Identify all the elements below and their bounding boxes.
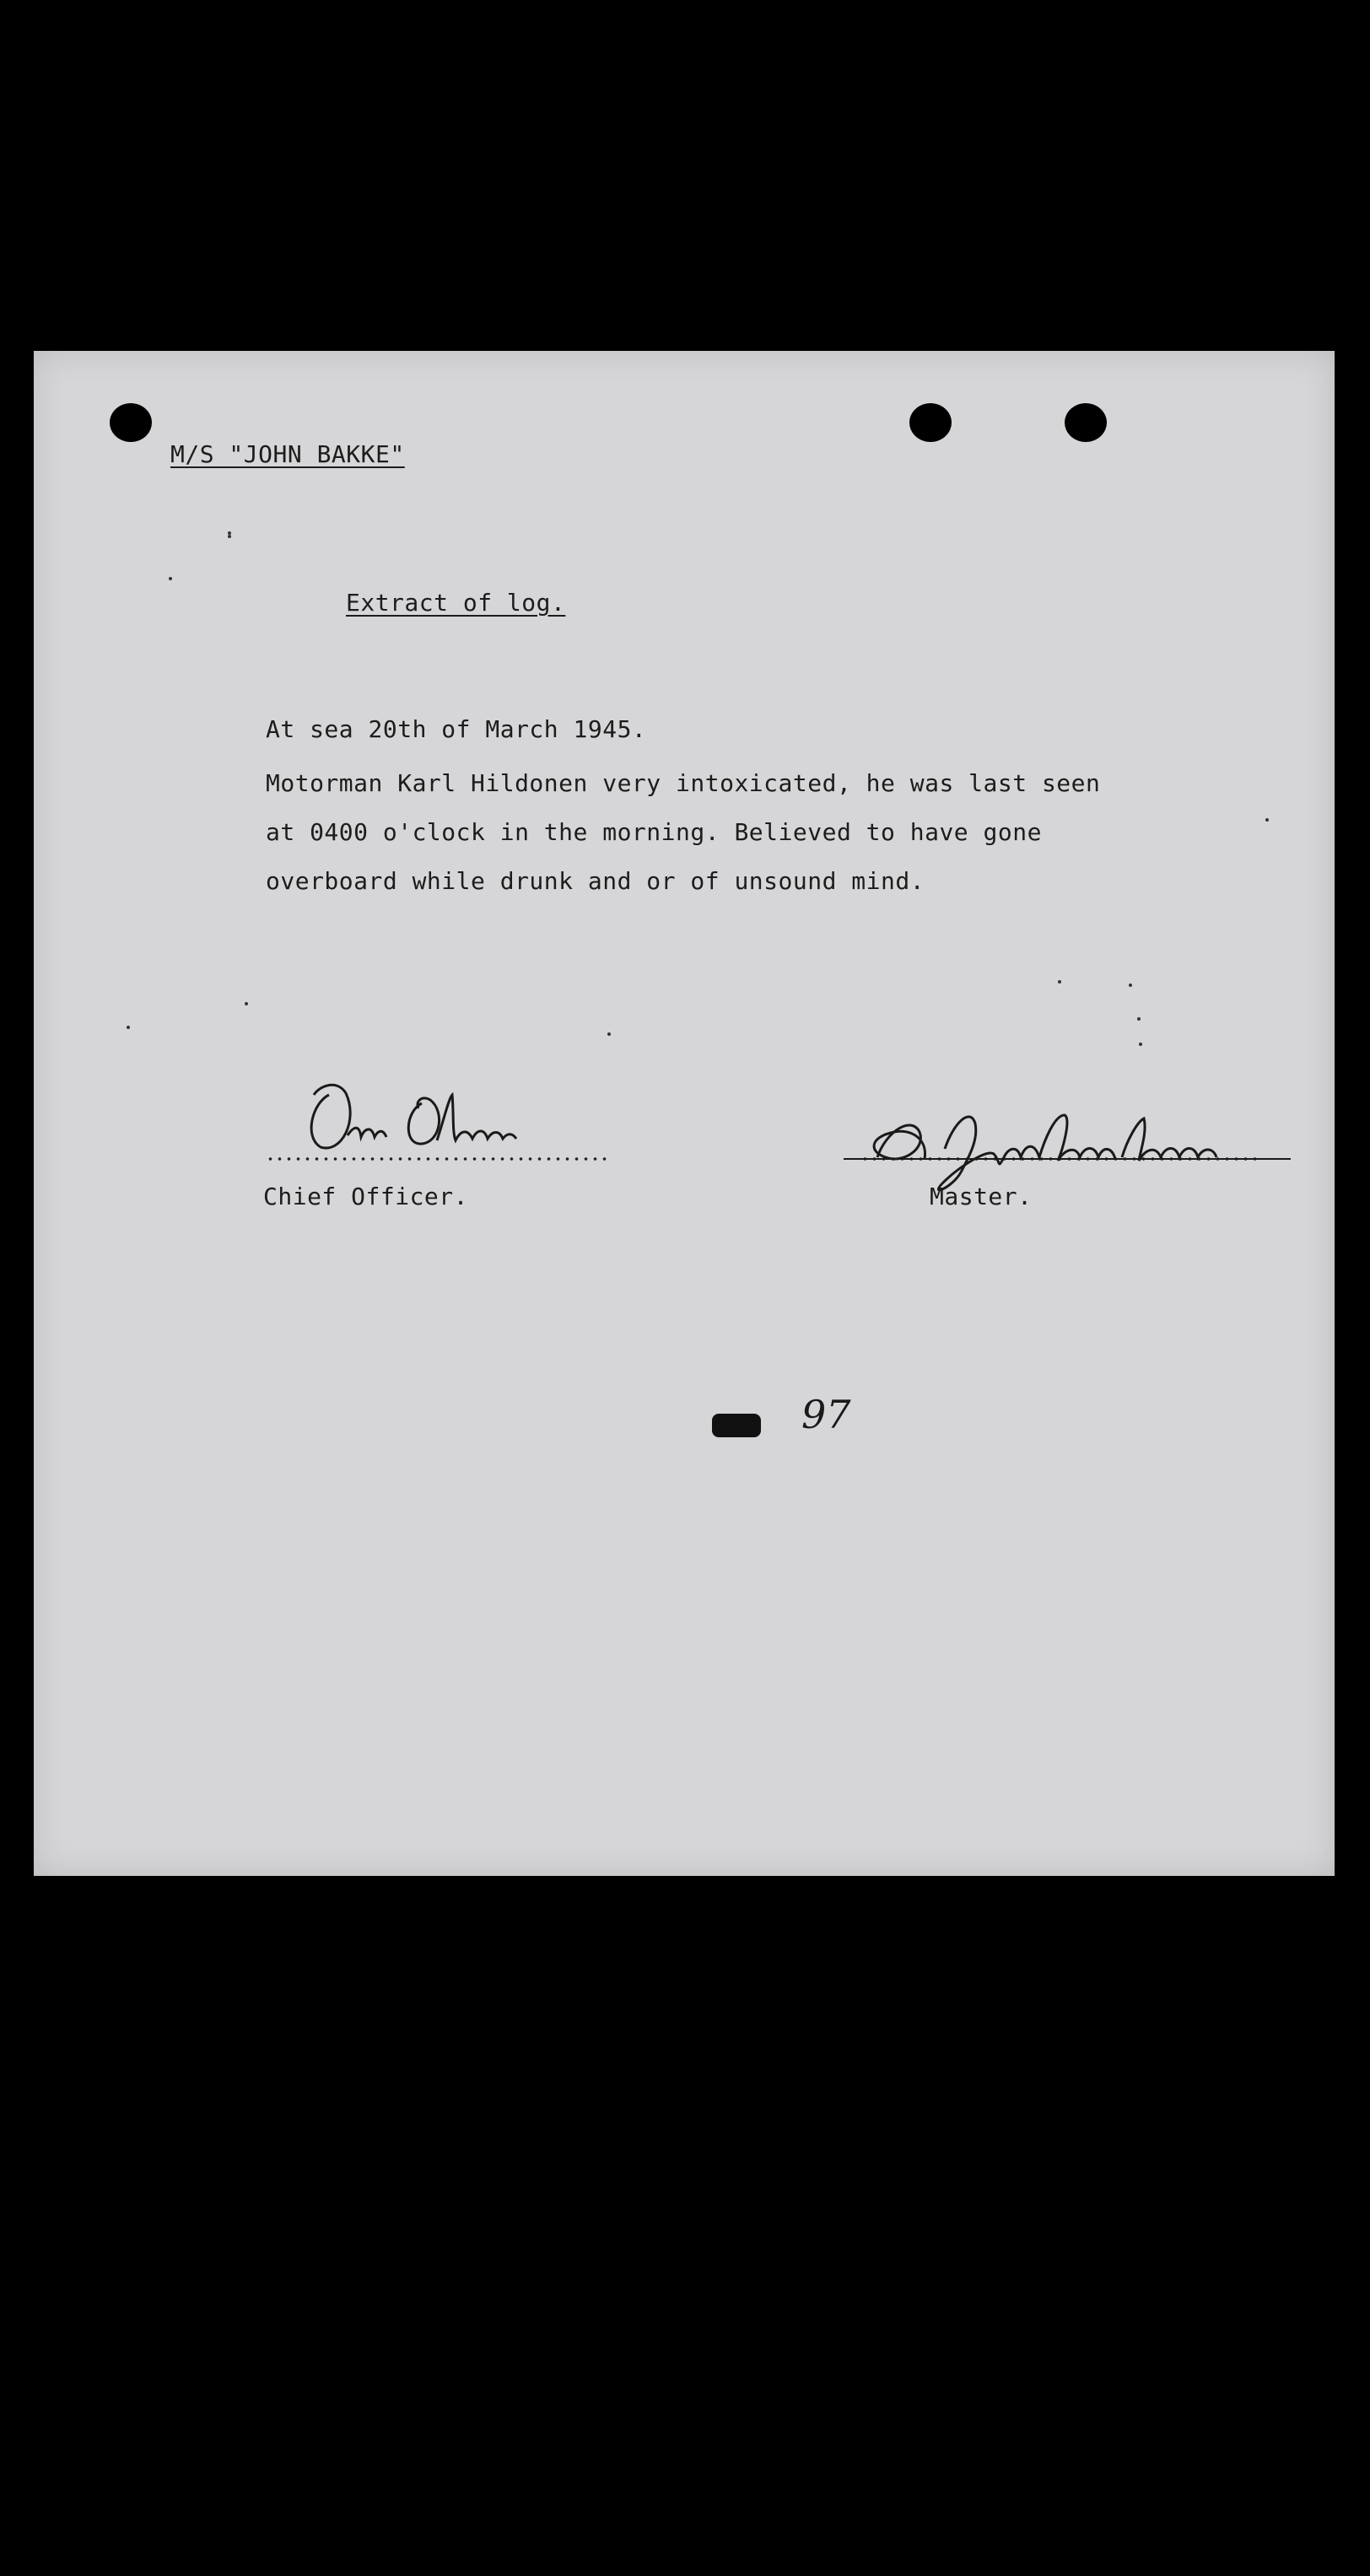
ink-speck bbox=[245, 1002, 248, 1005]
signature-line bbox=[266, 1157, 612, 1161]
log-line: overboard while drunk and or of unsound mind. bbox=[266, 867, 925, 895]
document-title: Extract of log. bbox=[346, 589, 566, 617]
ink-speck bbox=[1265, 818, 1269, 822]
punch-hole bbox=[909, 403, 952, 442]
ink-speck bbox=[1129, 984, 1132, 987]
log-line: at 0400 o'clock in the morning. Believed to have gone bbox=[266, 818, 1042, 846]
page-number: 97 bbox=[801, 1392, 851, 1437]
ink-speck bbox=[127, 1026, 130, 1029]
vessel-name: M/S "JOHN BAKKE" bbox=[170, 440, 405, 468]
chief-officer-signature bbox=[295, 1070, 599, 1162]
ink-speck bbox=[228, 535, 231, 538]
document-page bbox=[34, 351, 1335, 1876]
master-signature bbox=[844, 1090, 1299, 1208]
log-line: At sea 20th of March 1945. bbox=[266, 715, 647, 743]
punch-hole bbox=[110, 403, 152, 442]
log-line: Motorman Karl Hildonen very intoxicated, he was last seen bbox=[266, 769, 1101, 797]
chief-officer-label: Chief Officer. bbox=[263, 1183, 469, 1210]
ink-speck bbox=[1058, 980, 1061, 984]
ink-speck bbox=[607, 1032, 611, 1036]
ink-speck bbox=[1137, 1017, 1141, 1021]
master-label: Master. bbox=[930, 1183, 1033, 1210]
ink-speck bbox=[1139, 1043, 1142, 1046]
ink-blot bbox=[712, 1414, 761, 1437]
ink-speck bbox=[169, 577, 172, 580]
punch-hole bbox=[1065, 403, 1107, 442]
